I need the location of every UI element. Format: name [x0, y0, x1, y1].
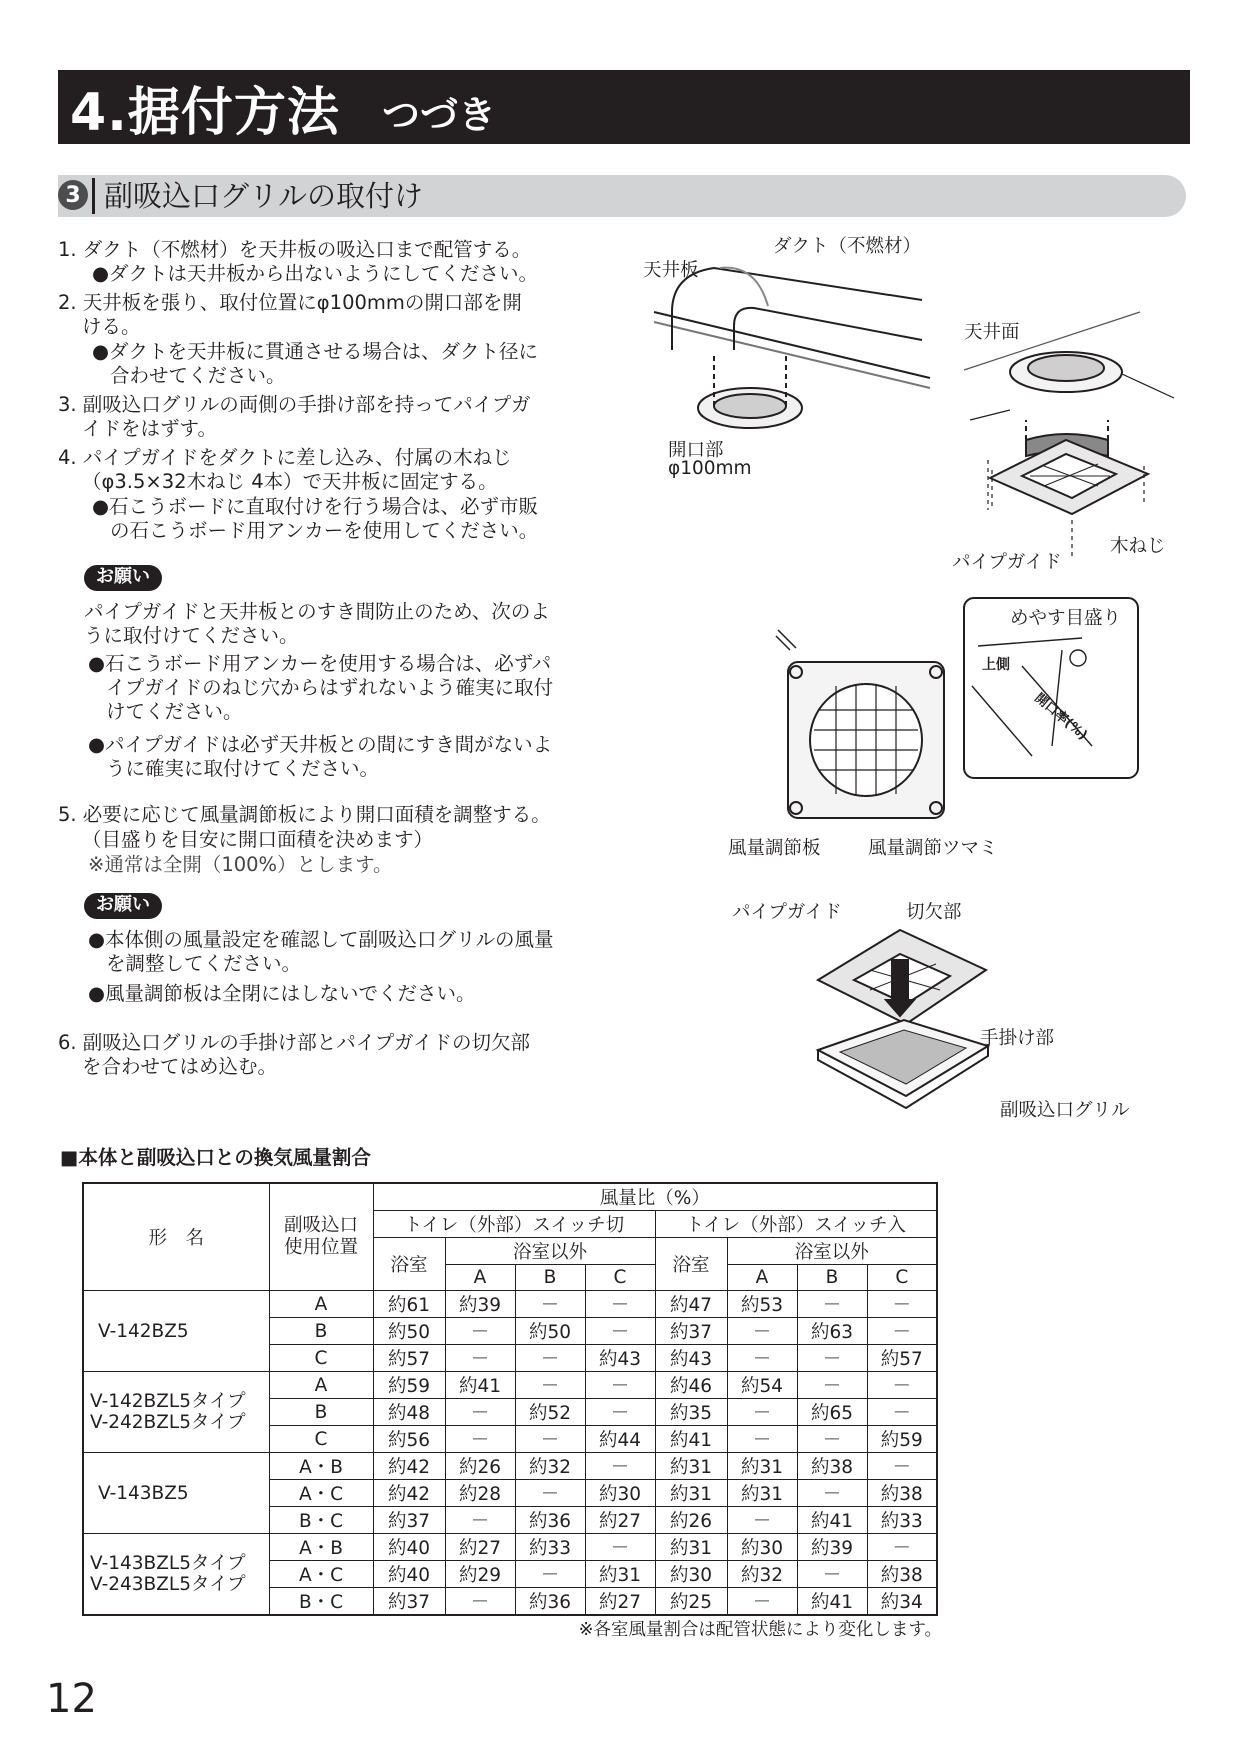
cell: A — [269, 1291, 373, 1318]
cell: － — [797, 1480, 867, 1507]
cell: － — [445, 1588, 515, 1616]
step-4-note-2: の石こうボード用アンカーを使用してください。 — [110, 519, 539, 542]
cell: C — [269, 1426, 373, 1453]
cell: － — [867, 1291, 937, 1318]
label-duct: ダクト（不燃材） — [773, 236, 922, 257]
page-subtitle: つづき — [381, 92, 496, 137]
label-knob: 風量調節ツマミ — [868, 838, 998, 859]
label-ceiling-face: 天井面 — [964, 322, 1020, 343]
cell: － — [727, 1318, 797, 1345]
cell: 約27 — [445, 1534, 515, 1561]
model-name: V-142BZ5 — [98, 1320, 189, 1342]
cell: 約36 — [515, 1507, 585, 1534]
cell: － — [585, 1399, 655, 1426]
cell: － — [585, 1372, 655, 1399]
step-3-line-2: イドをはずす。 — [82, 417, 217, 440]
header-bath-on: 浴室 — [655, 1238, 727, 1291]
scale-mark-ratio: 開口率(%) — [1031, 690, 1090, 744]
cell: － — [445, 1399, 515, 1426]
model-name: V-143BZ5 — [98, 1482, 189, 1504]
cell: － — [867, 1318, 937, 1345]
cell: 約32 — [727, 1561, 797, 1588]
cell: － — [867, 1399, 937, 1426]
request-1-line-1: パイプガイドと天井板とのすき間防止のため、次のよ — [84, 600, 550, 623]
cell: 約57 — [373, 1345, 445, 1372]
section-divider — [92, 178, 95, 214]
cell: B — [269, 1318, 373, 1345]
step-5-line-1: 5. 必要に応じて風量調節板により開口面積を調整する。 — [58, 803, 551, 826]
label-damper: 風量調節板 — [728, 838, 821, 859]
step-4-line-2: （φ3.5×32木ねじ 4本）で天井板に固定する。 — [82, 470, 498, 493]
table-row — [83, 1534, 937, 1561]
cell: － — [585, 1453, 655, 1480]
cell: 約44 — [585, 1426, 655, 1453]
cell: 約34 — [867, 1588, 937, 1616]
header-other-off: 浴室以外 — [445, 1238, 655, 1265]
cell: － — [515, 1561, 585, 1588]
model-name: V-143BZL5タイプ — [90, 1553, 246, 1575]
page-title: 4.据付方法 — [70, 82, 340, 143]
cell: A・B — [269, 1453, 373, 1480]
cell: － — [727, 1426, 797, 1453]
table-row — [83, 1453, 937, 1480]
cell: － — [445, 1318, 515, 1345]
header-a-off: A — [445, 1265, 515, 1291]
header-position — [269, 1183, 373, 1291]
cell: 約28 — [445, 1480, 515, 1507]
label-grille: 副吸込口グリル — [1000, 1100, 1130, 1121]
step-4-line-1: 4. パイプガイドをダクトに差し込み、付属の木ねじ — [58, 446, 512, 469]
cell: － — [585, 1534, 655, 1561]
cell: 約54 — [727, 1372, 797, 1399]
cell: － — [867, 1372, 937, 1399]
cell: 約42 — [373, 1453, 445, 1480]
step-1-line-1: 1. ダクト（不燃材）を天井板の吸込口まで配管する。 — [58, 238, 532, 261]
header-model: 形 名 — [83, 1183, 269, 1291]
label-notch: 切欠部 — [906, 902, 962, 923]
cell: － — [727, 1345, 797, 1372]
damper-illustration — [770, 620, 960, 820]
table-note: ※各室風量割合は配管状態により変化します。 — [578, 1620, 942, 1640]
request-1-line-6: ●パイプガイドは必ず天井板との間にすき間がないよ — [88, 733, 553, 756]
header-c-on: C — [867, 1265, 937, 1291]
label-pipe-guide-2: パイプガイド — [732, 902, 842, 923]
step-1-note: ●ダクトは天井板から出ないようにしてください。 — [92, 262, 539, 285]
cell: B・C — [269, 1507, 373, 1534]
cell: － — [797, 1291, 867, 1318]
cell: 約65 — [797, 1399, 867, 1426]
header-b-on: B — [797, 1265, 867, 1291]
cell: 約47 — [655, 1291, 727, 1318]
cell: － — [727, 1399, 797, 1426]
cell: 約33 — [867, 1507, 937, 1534]
cell: 約61 — [373, 1291, 445, 1318]
cell: 約30 — [585, 1480, 655, 1507]
header-a-on: A — [727, 1265, 797, 1291]
step-6-line-2: を合わせてはめ込む。 — [82, 1055, 278, 1078]
step-2-line-2: ける。 — [82, 315, 141, 338]
cell: C — [269, 1345, 373, 1372]
cell: 約46 — [655, 1372, 727, 1399]
table-row — [83, 1372, 937, 1399]
cell: 約52 — [515, 1399, 585, 1426]
cell: － — [445, 1345, 515, 1372]
header-position-line1: 副吸込口 — [283, 1215, 358, 1237]
cell: 約27 — [585, 1588, 655, 1616]
cell: 約31 — [727, 1480, 797, 1507]
grille-illustration — [810, 920, 1010, 1120]
pipe-guide-illustration — [960, 310, 1190, 560]
page-title-bar — [58, 70, 1190, 144]
cell: 約32 — [515, 1453, 585, 1480]
cell: － — [515, 1480, 585, 1507]
cell: 約27 — [585, 1507, 655, 1534]
step-4-note-1: ●石こうボードに直取付けを行う場合は、必ず市販 — [92, 495, 539, 518]
cell: A・B — [269, 1534, 373, 1561]
cell: 約43 — [655, 1345, 727, 1372]
request-1-line-7: うに確実に取付けてください。 — [106, 757, 380, 780]
request-1-line-5: けてください。 — [106, 700, 243, 723]
cell: 約33 — [515, 1534, 585, 1561]
cell: 約48 — [373, 1399, 445, 1426]
header-position-line2: 使用位置 — [283, 1237, 358, 1259]
request-1-line-4: イプガイドのねじ穴からはずれないよう確実に取付 — [106, 676, 554, 699]
cell: 約31 — [655, 1453, 727, 1480]
cell: 約25 — [655, 1588, 727, 1616]
cell: － — [515, 1291, 585, 1318]
cell: － — [515, 1372, 585, 1399]
model-name: V-243BZL5タイプ — [90, 1574, 246, 1596]
cell: A — [269, 1372, 373, 1399]
step-2-note-2: 合わせてください。 — [110, 364, 286, 387]
cell: B — [269, 1399, 373, 1426]
request-1-line-3: ●石こうボード用アンカーを使用する場合は、必ずパ — [88, 652, 552, 675]
cell: － — [727, 1507, 797, 1534]
step-2-note-1: ●ダクトを天井板に貫通させる場合は、ダクト径に — [92, 340, 539, 363]
cell: － — [445, 1426, 515, 1453]
cell: A・C — [269, 1480, 373, 1507]
cell: 約59 — [373, 1372, 445, 1399]
cell: 約56 — [373, 1426, 445, 1453]
model-cell — [83, 1534, 269, 1616]
cell: 約26 — [445, 1453, 515, 1480]
header-other-on: 浴室以外 — [727, 1238, 937, 1265]
cell: A・C — [269, 1561, 373, 1588]
cell: 約50 — [373, 1318, 445, 1345]
cell: － — [585, 1318, 655, 1345]
table-row — [83, 1291, 937, 1318]
cell: － — [797, 1426, 867, 1453]
model-cell — [83, 1453, 269, 1534]
cell: － — [797, 1561, 867, 1588]
cell: 約41 — [655, 1426, 727, 1453]
cell: 約63 — [797, 1318, 867, 1345]
page-number: 12 — [46, 1676, 97, 1722]
cell: 約41 — [445, 1372, 515, 1399]
cell: 約53 — [727, 1291, 797, 1318]
header-c-off: C — [585, 1265, 655, 1291]
cell: B・C — [269, 1588, 373, 1616]
cell: 約38 — [797, 1453, 867, 1480]
label-pipe-guide: パイプガイド — [952, 552, 1062, 573]
cell: 約31 — [585, 1561, 655, 1588]
header-ratio: 風量比（%） — [373, 1183, 937, 1211]
cell: － — [867, 1453, 937, 1480]
cell: － — [585, 1291, 655, 1318]
cell: － — [727, 1588, 797, 1616]
step-3-line-1: 3. 副吸込口グリルの両側の手掛け部を持ってパイプガ — [58, 393, 531, 416]
cell: 約39 — [445, 1291, 515, 1318]
label-opening: 開口部 — [668, 440, 724, 461]
cell: 約29 — [445, 1561, 515, 1588]
cell: － — [515, 1426, 585, 1453]
header-switch-off: トイレ（外部）スイッチ切 — [373, 1211, 655, 1238]
header-bath-off: 浴室 — [373, 1238, 445, 1291]
step-5-note: ※通常は全開（100%）とします。 — [88, 853, 393, 876]
cell: 約31 — [655, 1534, 727, 1561]
table-caption: ■本体と副吸込口との換気風量割合 — [60, 1146, 371, 1169]
cell: 約42 — [373, 1480, 445, 1507]
request-1-line-2: うに取付けてください。 — [84, 624, 299, 647]
step-5-line-2: （目盛りを目安に開口面積を決めます） — [82, 828, 434, 851]
model-name: V-242BZL5タイプ — [90, 1412, 246, 1434]
cell: 約26 — [655, 1507, 727, 1534]
request-badge-1: お願い — [84, 565, 162, 591]
step-6-line-1: 6. 副吸込口グリルの手掛け部とパイプガイドの切欠部 — [58, 1031, 530, 1054]
header-b-off: B — [515, 1265, 585, 1291]
request-2-line-1: ●本体側の風量設定を確認して副吸込口グリルの風量 — [88, 928, 554, 951]
cell: － — [445, 1507, 515, 1534]
cell: 約57 — [867, 1345, 937, 1372]
request-2-line-2: を調整してください。 — [106, 952, 302, 975]
cell: 約41 — [797, 1588, 867, 1616]
cell: － — [515, 1345, 585, 1372]
model-cell — [83, 1372, 269, 1453]
cell: 約31 — [655, 1480, 727, 1507]
cell: － — [797, 1345, 867, 1372]
airflow-ratio-table — [82, 1182, 938, 1616]
request-2-line-3: ●風量調節板は全閉にはしないでください。 — [88, 982, 476, 1005]
cell: 約31 — [727, 1453, 797, 1480]
section-title: 副吸込口グリルの取付け — [104, 179, 424, 213]
label-ceiling-board: 天井板 — [643, 260, 699, 281]
label-wood-screw: 木ねじ — [1110, 536, 1166, 557]
step-2-line-1: 2. 天井板を張り、取付位置にφ100mmの開口部を開 — [58, 291, 522, 314]
cell: 約30 — [655, 1561, 727, 1588]
cell: 約35 — [655, 1399, 727, 1426]
cell: － — [867, 1534, 937, 1561]
cell: 約43 — [585, 1345, 655, 1372]
cell: 約41 — [797, 1507, 867, 1534]
cell: 約59 — [867, 1426, 937, 1453]
label-scale: めやす目盛り — [1010, 608, 1122, 629]
cell: 約37 — [373, 1507, 445, 1534]
cell: 約38 — [867, 1561, 937, 1588]
cell: 約36 — [515, 1588, 585, 1616]
cell: 約40 — [373, 1534, 445, 1561]
cell: － — [797, 1372, 867, 1399]
model-name: V-142BZL5タイプ — [90, 1391, 246, 1413]
cell: 約39 — [797, 1534, 867, 1561]
request-badge-2: お願い — [84, 893, 162, 919]
cell: 約37 — [373, 1588, 445, 1616]
cell: 約40 — [373, 1561, 445, 1588]
cell: 約38 — [867, 1480, 937, 1507]
scale-mark-top: 上側 — [982, 657, 1010, 673]
model-cell — [83, 1291, 269, 1372]
cell: 約30 — [727, 1534, 797, 1561]
section-number-badge: 3 — [58, 180, 88, 210]
header-switch-on: トイレ（外部）スイッチ入 — [655, 1211, 937, 1238]
cell: 約37 — [655, 1318, 727, 1345]
cell: 約50 — [515, 1318, 585, 1345]
label-opening-size: φ100mm — [668, 458, 752, 479]
label-handle: 手掛け部 — [980, 1028, 1055, 1049]
